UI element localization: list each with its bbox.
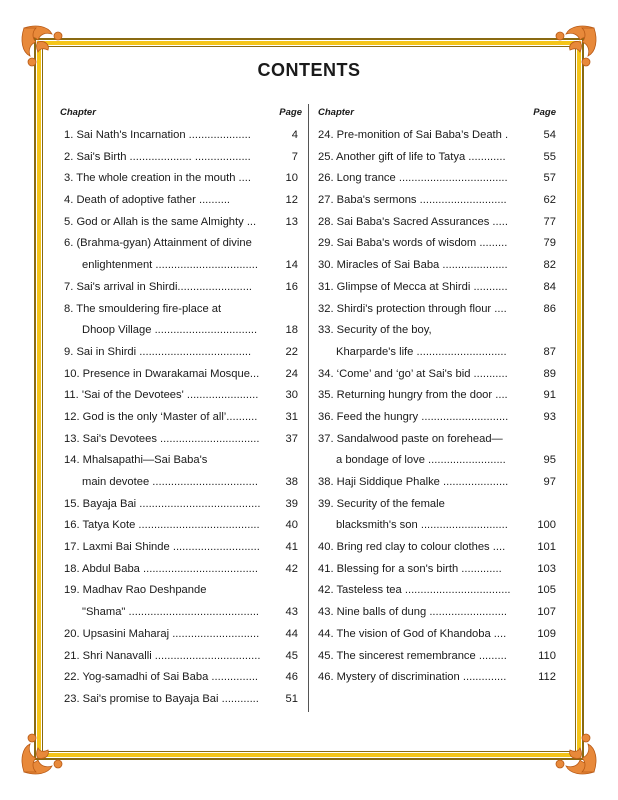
toc-entry — [318, 407, 556, 429]
toc-entry — [60, 646, 298, 668]
toc-entry — [60, 168, 298, 190]
toc-entry-page: 16 — [285, 280, 298, 293]
toc-entry — [318, 233, 556, 255]
toc-entry-title: 27. Baba's sermons ............................ — [318, 194, 507, 207]
page-title: CONTENTS — [257, 60, 361, 80]
column-divider — [308, 104, 309, 712]
toc-entry-page: 24 — [285, 367, 298, 380]
toc-entry-title: "Shama" .......................................... — [82, 606, 260, 619]
toc-entry-title: 20. Upsasini Maharaj ............................ — [64, 627, 260, 640]
toc-entry-title: Kharparde's life ............................. — [336, 345, 507, 358]
toc-entry-title: 11. 'Sai of the Devotees' ....................... — [64, 389, 259, 402]
toc-entry-page: 4 — [291, 129, 298, 141]
toc-entry-title: 17. Laxmi Bai Shinde ............................ — [64, 541, 260, 554]
toc-entry-title: 21. Shri Nanavalli .................................. — [64, 649, 261, 662]
column-header — [318, 104, 556, 122]
toc-entry — [60, 580, 298, 602]
toc-entry — [60, 385, 298, 407]
toc-entry — [318, 559, 556, 581]
corner-ornament-bottom-right — [548, 726, 600, 778]
toc-column-left — [60, 104, 302, 711]
toc-entry — [60, 602, 298, 624]
toc-entry — [60, 667, 298, 689]
toc-entry-page: 18 — [285, 324, 298, 337]
toc-entry-page: 86 — [543, 302, 556, 315]
toc-entry-title: 31. Glimpse of Mecca at Shirdi ........... — [318, 280, 508, 293]
toc-entry-page — [294, 580, 298, 602]
toc-entry — [60, 429, 298, 451]
toc-entry-title: 32. Shirdi's protection through flour .... — [318, 302, 507, 315]
toc-entry-page: 93 — [543, 410, 556, 423]
toc-entry — [318, 624, 556, 646]
toc-entry-page: 97 — [543, 476, 556, 488]
toc-entry-page: 57 — [543, 172, 556, 185]
toc-entry-page: 105 — [537, 584, 556, 597]
page-header: Page — [533, 107, 556, 118]
toc-entry-page: 51 — [285, 692, 298, 705]
toc-entry-page: 41 — [285, 541, 298, 554]
toc-entry-page: 44 — [285, 627, 298, 640]
toc-entry — [60, 689, 298, 711]
toc-entry-page: 45 — [285, 649, 298, 662]
toc-entry — [318, 450, 556, 472]
toc-entry-page: 42 — [285, 562, 298, 575]
page-header: Page — [279, 107, 302, 118]
toc-entry — [60, 255, 298, 277]
toc-entry-title: 13. Sai's Devotees ................................ — [64, 432, 260, 445]
toc-entry-page: 38 — [285, 476, 298, 488]
toc-entry-title: 25. Another gift of life to Tatya ............ — [318, 150, 506, 163]
toc-entry — [60, 624, 298, 646]
toc-list-right — [318, 125, 556, 689]
toc-entry — [318, 602, 556, 624]
toc-list-left — [60, 125, 298, 711]
toc-entry-title: 10. Presence in Dwarakamai Mosque... — [64, 367, 260, 380]
toc-entry-page — [552, 320, 556, 342]
toc-entry — [318, 515, 556, 537]
toc-entry-page: 14 — [285, 259, 298, 272]
toc-entry-title: 18. Abdul Baba ..................................... — [64, 562, 259, 575]
toc-entry — [318, 147, 556, 169]
toc-entry-title: 35. Returning hungry from the door .... — [318, 389, 508, 402]
toc-entry-page: 12 — [285, 194, 298, 207]
toc-entry-page: 95 — [543, 454, 556, 467]
toc-entry-title: 12. God is the only ‘Master of all’.......... — [64, 410, 258, 423]
toc-entry-page: 84 — [543, 280, 556, 293]
toc-entry — [60, 537, 298, 559]
toc-entry-page: 87 — [543, 345, 556, 358]
toc-entry-page: 37 — [285, 432, 298, 445]
toc-entry — [318, 168, 556, 190]
toc-entry-page: 31 — [285, 410, 298, 423]
toc-entry — [318, 190, 556, 212]
toc-entry-title: Dhoop Village ................................. — [82, 324, 258, 337]
toc-entry — [318, 472, 556, 494]
toc-entry-page: 55 — [543, 150, 556, 163]
toc-entry-page: 112 — [538, 671, 556, 684]
toc-entry-title: 30. Miracles of Sai Baba ..................... — [318, 259, 508, 272]
toc-entry-title: 8. The smouldering fire-place at — [64, 302, 222, 315]
toc-entry-page: 100 — [537, 519, 556, 532]
toc-entry-page: 77 — [543, 215, 556, 228]
toc-entry-title: 3. The whole creation in the mouth .... — [64, 172, 251, 185]
toc-entry-title: 33. Security of the boy, — [318, 324, 432, 337]
toc-entry — [60, 212, 298, 234]
toc-entry-title: 9. Sai in Shirdi .................................... — [64, 345, 252, 358]
toc-entry-title: 45. The sincerest remembrance ......... — [318, 649, 507, 662]
toc-entry-page: 79 — [543, 237, 556, 250]
toc-entry — [318, 320, 556, 342]
toc-entry-page: 110 — [538, 649, 556, 662]
toc-entry — [60, 277, 298, 299]
toc-entry-page — [294, 233, 298, 255]
toc-entry-page: 22 — [285, 345, 298, 358]
chapter-header: Chapter — [60, 107, 96, 118]
toc-entry — [318, 667, 556, 689]
toc-entry-title: 46. Mystery of discrimination .............. — [318, 671, 507, 684]
toc-entry-title: 42. Tasteless tea .................................. — [318, 584, 511, 597]
toc-entry — [318, 125, 556, 147]
toc-entry-title: main devotee .................................. — [82, 476, 258, 488]
toc-entry — [60, 515, 298, 537]
toc-entry — [318, 646, 556, 668]
toc-entry — [60, 450, 298, 472]
toc-entry-page: 10 — [285, 172, 298, 185]
toc-entry-page — [552, 494, 556, 516]
toc-entry-title: 5. God or Allah is the same Almighty ... — [64, 215, 257, 228]
toc-entry — [60, 364, 298, 386]
toc-entry-page: 7 — [291, 150, 298, 163]
corner-ornament-bottom-left — [18, 726, 70, 778]
toc-entry-title: 41. Blessing for a son's birth ............. — [318, 562, 502, 575]
toc-entry-page: 82 — [543, 259, 556, 272]
toc-entry-page: 101 — [537, 541, 556, 554]
toc-entry-page — [294, 450, 298, 472]
toc-entry — [60, 407, 298, 429]
toc-entry — [60, 472, 298, 494]
toc-entry-title: blacksmith's son ............................ — [336, 519, 508, 532]
toc-entry — [318, 537, 556, 559]
toc-entry — [318, 342, 556, 364]
toc-entry-title: 40. Bring red clay to colour clothes .... — [318, 541, 506, 554]
toc-entry-title: a bondage of love ......................... — [336, 454, 506, 467]
toc-entry-title: 38. Haji Siddique Phalke ..................... — [318, 476, 509, 488]
toc-entry — [60, 299, 298, 321]
toc-entry — [60, 190, 298, 212]
column-header — [60, 104, 302, 122]
chapter-header: Chapter — [318, 107, 354, 118]
toc-entry-title: 34. ‘Come’ and ‘go’ at Sai's bid ........... — [318, 367, 508, 380]
toc-entry-title: 14. Mhalsapathi—Sai Baba's — [64, 454, 208, 467]
toc-entry-page: 107 — [537, 606, 556, 619]
toc-entry-title: 6. (Brahma-gyan) Attainment of divine — [64, 237, 252, 250]
toc-entry-title: 19. Madhav Rao Deshpande — [64, 584, 207, 597]
toc-entry-title: enlightenment ................................. — [82, 259, 258, 272]
toc-entry-page: 30 — [285, 389, 298, 402]
toc-entry-page — [552, 429, 556, 451]
toc-entry-title: 36. Feed the hungry ............................ — [318, 410, 509, 423]
toc-entry-title: 1. Sai Nath's Incarnation .................... — [64, 129, 251, 141]
toc-entry-title: 7. Sai's arrival in Shirdi........................ — [64, 280, 253, 293]
toc-entry-title: 16. Tatya Kote ....................................... — [64, 519, 260, 532]
toc-entry-page: 43 — [285, 606, 298, 619]
toc-entry — [60, 147, 298, 169]
toc-entry-title: 29. Sai Baba's words of wisdom ......... — [318, 237, 508, 250]
toc-entry — [318, 277, 556, 299]
toc-entry-title: 28. Sai Baba's Sacred Assurances ..... — [318, 215, 508, 228]
toc-entry-title: 22. Yog-samadhi of Sai Baba ............... — [64, 671, 259, 684]
toc-entry — [318, 212, 556, 234]
toc-entry — [60, 125, 298, 147]
toc-entry — [318, 255, 556, 277]
toc-entry-page: 46 — [285, 671, 298, 684]
toc-entry — [318, 385, 556, 407]
toc-column-right — [318, 104, 556, 689]
toc-entry — [60, 342, 298, 364]
toc-entry-title: 44. The vision of God of Khandoba .... — [318, 627, 507, 640]
toc-entry-title: 2. Sai's Birth .................... .................. — [64, 150, 251, 163]
toc-entry-page: 40 — [285, 519, 298, 532]
toc-entry — [60, 233, 298, 255]
toc-entry-title: 26. Long trance ................................... — [318, 172, 508, 185]
toc-entry — [60, 494, 298, 516]
toc-entry-title: 43. Nine balls of dung ......................... — [318, 606, 508, 619]
toc-entry — [60, 559, 298, 581]
toc-entry-title: 39. Security of the female — [318, 497, 445, 510]
toc-entry-page — [294, 299, 298, 321]
toc-entry-title: 24. Pre-monition of Sai Baba’s Death . — [318, 129, 509, 141]
toc-entry-page: 103 — [537, 562, 556, 575]
toc-entry-page: 89 — [543, 367, 556, 380]
toc-entry-title: 4. Death of adoptive father .......... — [64, 194, 231, 207]
toc-entry-page: 91 — [543, 389, 556, 402]
toc-entry-page: 54 — [543, 129, 556, 141]
toc-entry — [318, 299, 556, 321]
toc-entry — [318, 580, 556, 602]
toc-entry-title: 37. Sandalwood paste on forehead— — [318, 432, 503, 445]
toc-entry-page: 39 — [285, 497, 298, 510]
toc-entry-title: 15. Bayaja Bai ....................................... — [64, 497, 261, 510]
toc-entry — [318, 364, 556, 386]
toc-entry-title: 23. Sai's promise to Bayaja Bai ............ — [64, 692, 259, 705]
toc-entry — [318, 429, 556, 451]
toc-entry — [318, 494, 556, 516]
toc-entry-page: 109 — [537, 627, 556, 640]
toc-entry-page: 62 — [543, 194, 556, 207]
toc-entry-page: 13 — [285, 215, 298, 228]
toc-entry — [60, 320, 298, 342]
